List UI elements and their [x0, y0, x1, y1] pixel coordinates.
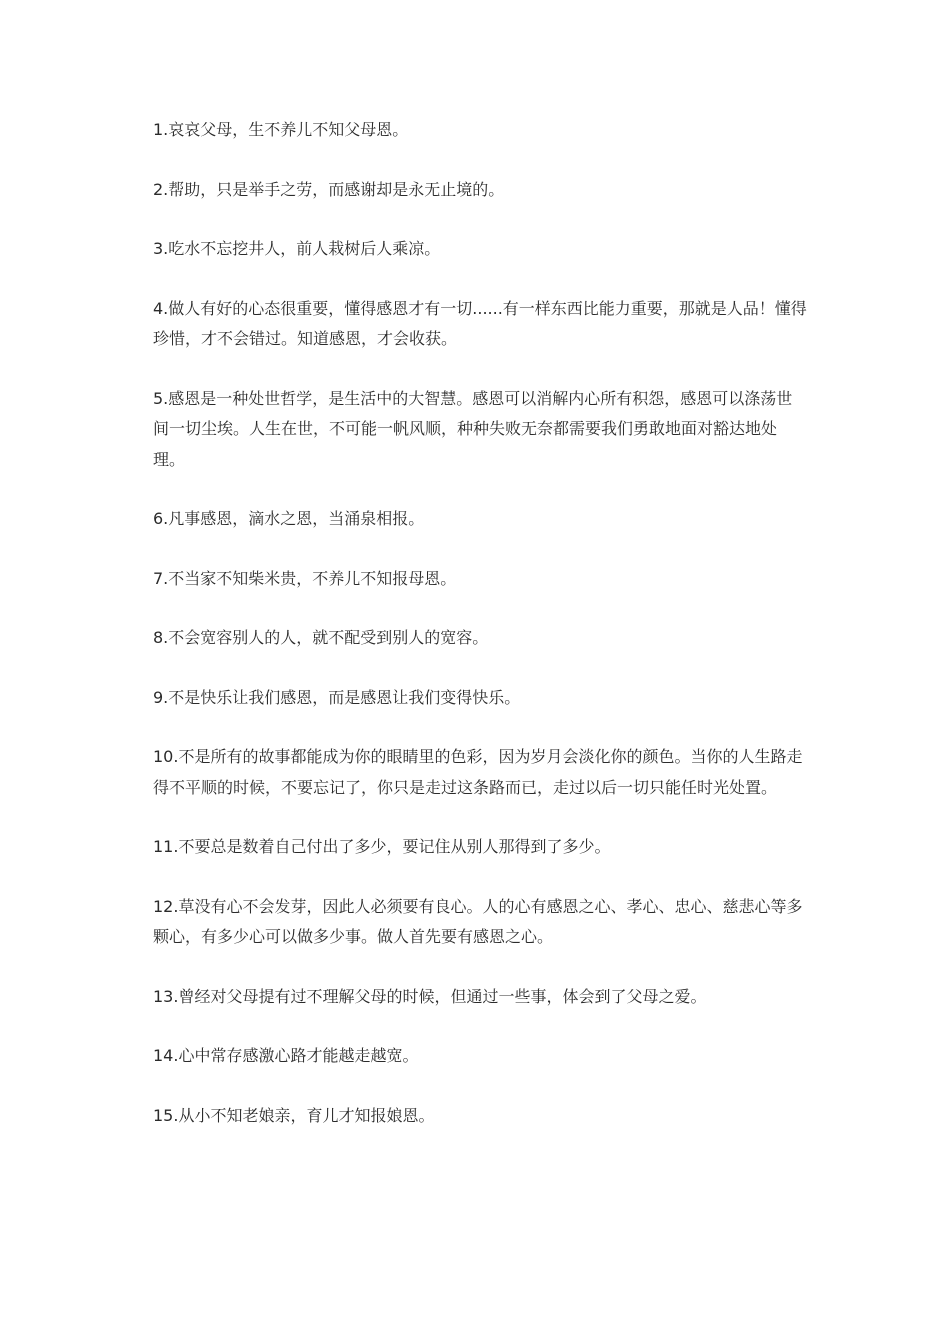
list-item: 11.不要总是数着自己付出了多少，要记住从别人那得到了多少。 [153, 837, 611, 856]
list-item: 8.不会宽容别人的人，就不配受到别人的宽容。 [153, 628, 489, 647]
list-item: 10.不是所有的故事都能成为你的眼睛里的色彩，因为岁月会淡化你的颜色。当你的人生路走得不平顺的时候，不要忘记了，你只是走过这条路而已，走过以后一切只能任时光处置。 [153, 747, 803, 797]
list-item: 12.草没有心不会发芽，因此人必须要有良心。人的心有感恩之心、孝心、忠心、慈悲心等多颗心，有多少心可以做多少事。做人首先要有感恩之心。 [153, 896, 803, 946]
list-item: 14.心中常存感激心路才能越走越宽。 [153, 1046, 419, 1065]
list-item: 4.做人有好的心态很重要，懂得感恩才有一切......有一样东西比能力重要，那就是人品！懂得珍惜，才不会错过。知道感恩，才会收获。 [153, 298, 807, 348]
list-item: 9.不是快乐让我们感恩，而是感恩让我们变得快乐。 [153, 687, 521, 707]
list-item: 5.感恩是一种处世哲学，是生活中的大智慧。感恩可以消解内心所有积怨，感恩可以涤荡世间一切尘埃。人生在世，不可能一帆风顺，种种失败无奈都需要我们勇敢地面对豁达地处理。 [153, 388, 793, 469]
list-item: 1.哀哀父母，生不养儿不知父母恩。 [153, 120, 409, 139]
list-item: 3.吃水不忘挖井人，前人栽树后人乘凉。 [153, 239, 441, 258]
quote-list [153, 115, 808, 1160]
list-item: 2.帮助，只是举手之劳，而感谢却是永无止境的。 [153, 179, 505, 199]
list-item: 15.从小不知老娘亲，育儿才知报娘恩。 [153, 1105, 435, 1125]
list-item: 7.不当家不知柴米贵，不养儿不知报母恩。 [153, 568, 457, 588]
list-item: 6.凡事感恩，滴水之恩，当涌泉相报。 [153, 509, 425, 528]
list-item: 13.曾经对父母提有过不理解父母的时候，但通过一些事，体会到了父母之爱。 [153, 986, 707, 1006]
